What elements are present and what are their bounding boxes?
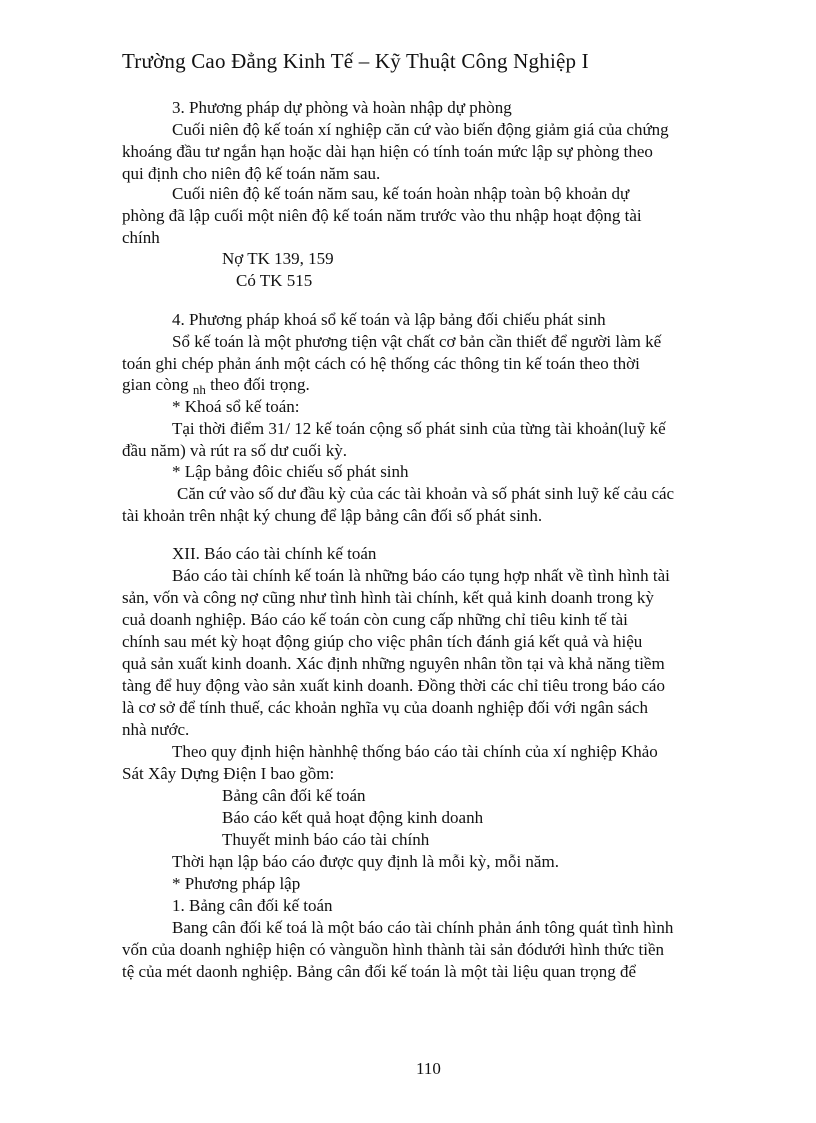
text-line: Cuối niên độ kế toán năm sau, kế toán hoàn nhập toàn bộ khoản dự bbox=[172, 184, 630, 203]
text-line: sản, vốn và công nợ cũng như tình hình tài chính, kết quả kinh doanh trong kỳ bbox=[122, 588, 654, 607]
text-line: Căn cứ vào số dư đầu kỳ của các tài khoản và số phát sinh luỹ kế cảu các bbox=[177, 484, 675, 503]
section-heading: 4. Phương pháp khoá sổ kế toán và lập bảng đối chiếu phát sinh bbox=[172, 310, 606, 329]
section-heading: XII. Báo cáo tài chính kế toán bbox=[172, 544, 377, 563]
text-line: là cơ sở để tính thuế, các khoản nghĩa vụ của doanh nghiệp đối với ngân sách bbox=[122, 698, 648, 717]
text-line: Tại thời điểm 31/ 12 kế toán cộng số phát sinh của từng tài khoản(luỹ kế bbox=[172, 419, 666, 438]
text-line: Bang cân đối kế toá là một báo cáo tài chính phản ánh tông quát tình hình bbox=[172, 918, 674, 937]
section-heading: 3. Phương pháp dự phòng và hoàn nhập dự phòng bbox=[172, 98, 512, 117]
text-line: tài khoản trên nhật ký chung để lập bảng cân đối số phát sinh. bbox=[122, 506, 543, 525]
journal-entry-debit: Nợ TK 139, 159 bbox=[222, 249, 334, 268]
text-line: cuả doanh nghiệp. Báo cáo kế toán còn cung cấp những chỉ tiêu kinh tế tài bbox=[122, 610, 628, 629]
text-line: tàng để huy động vào sản xuất kinh doanh. Đồng thời các chỉ tiêu trong báo cáo bbox=[122, 676, 665, 695]
report-list-item: Bảng cân đối kế toán bbox=[222, 786, 366, 805]
page-number: 110 bbox=[416, 1059, 441, 1078]
text-line: Sát Xây Dựng Điện I bao gồm: bbox=[122, 764, 335, 783]
text-fragment: gian còng bbox=[122, 375, 189, 394]
page-header: Trường Cao Đẳng Kinh Tế – Kỹ Thuật Công Nghiệp I bbox=[122, 49, 589, 73]
report-list-item: Báo cáo kết quả hoạt động kinh doanh bbox=[222, 808, 484, 827]
text-line: * Lập bảng đôic chiếu số phát sinh bbox=[172, 462, 409, 481]
text-line bbox=[122, 374, 310, 397]
subscript-fragment: nh bbox=[192, 382, 206, 397]
text-line: phòng đã lập cuối một niên độ kế toán năm trước vào thu nhập hoạt động tài bbox=[122, 206, 642, 225]
report-list-item: Thuyết minh báo cáo tài chính bbox=[222, 830, 430, 849]
text-line: Thời hạn lập báo cáo được quy định là mỗi kỳ, mỗi năm. bbox=[172, 852, 559, 871]
text-fragment: theo đối trọng. bbox=[210, 375, 310, 394]
text-line: vốn của doanh nghiệp hiện có vànguồn hình thành tài sản đódưới hình thức tiền bbox=[122, 940, 665, 959]
text-line: đầu năm) và rút ra số dư cuối kỳ. bbox=[122, 441, 347, 460]
text-line: * Khoá sổ kế toán: bbox=[172, 397, 300, 416]
text-line: nhà nước. bbox=[122, 720, 190, 739]
text-line: toán ghi chép phản ánh một cách có hệ thống các thông tin kế toán theo thời bbox=[122, 354, 640, 373]
text-line: quả sản xuất kinh doanh. Xác định những nguyên nhân tồn tại và khả năng tiềm bbox=[122, 654, 665, 673]
text-line: Báo cáo tài chính kế toán là những báo cáo tụng hợp nhất về tình hình tài bbox=[172, 566, 670, 585]
text-line: * Phương pháp lập bbox=[172, 874, 301, 893]
text-line: khoáng đầu tư ngắn hạn hoặc dài hạn hiện có tính toán mức lập sự phòng theo bbox=[122, 142, 653, 161]
text-line: tệ của mét daonh nghiệp. Bảng cân đối kế toán là một tài liệu quan trọng để bbox=[122, 962, 637, 981]
section-heading: 1. Bảng cân đối kế toán bbox=[172, 896, 333, 915]
text-line: Sổ kế toán là một phương tiện vật chất cơ bản cần thiết để người làm kế bbox=[172, 332, 662, 351]
journal-entry-credit: Có TK 515 bbox=[236, 271, 313, 290]
text-line: Theo quy định hiện hànhhệ thống báo cáo tài chính của xí nghiệp Khảo bbox=[172, 742, 658, 761]
text-line: Cuối niên độ kế toán xí nghiệp căn cứ vào biến động giảm giá của chứng bbox=[172, 120, 669, 139]
text-line: chính bbox=[122, 228, 160, 247]
text-line: qui định cho niên độ kế toán năm sau. bbox=[122, 164, 381, 183]
text-line: chính sau mét kỳ hoạt động giúp cho việc phân tích đánh giá kết quả và hiệu bbox=[122, 632, 643, 651]
